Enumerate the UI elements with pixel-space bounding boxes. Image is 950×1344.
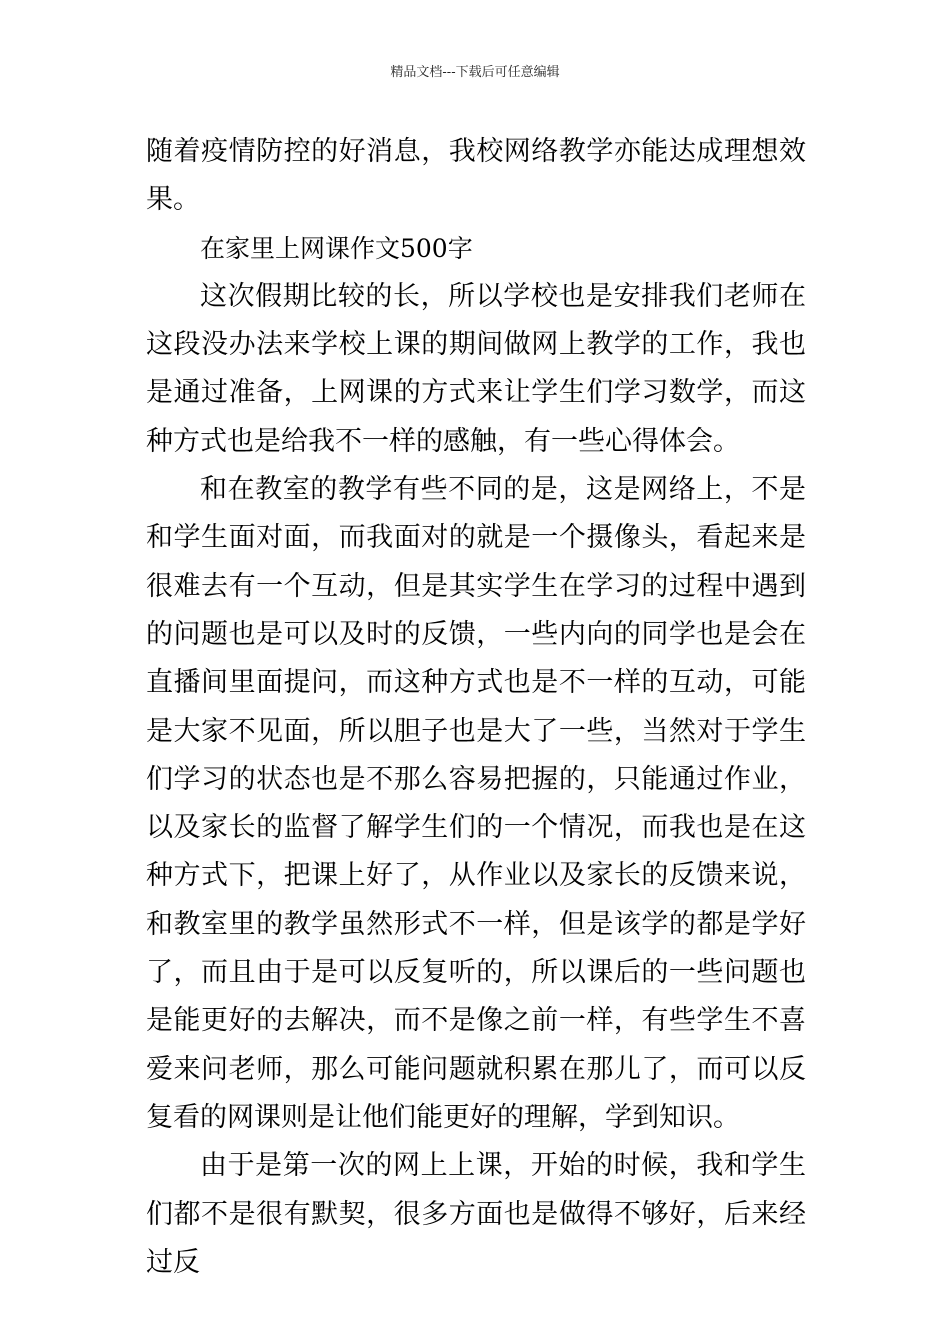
paragraph: 这次假期比较的长，所以学校也是安排我们老师在这段没办法来学校上课的期间做网上教学的工作，我也是通过准备，上网课的方式来让学生们学习数学，而这种方式也是给我不一样的感触，有一些心得体会。 xyxy=(146,280,806,457)
paragraph-continuation: 随着疫情防控的好消息，我校网络教学亦能达成理想效果。 xyxy=(146,136,806,216)
document-body xyxy=(146,128,806,1287)
paragraph: 和在教室的教学有些不同的是，这是网络上，不是和学生面对面，而我面对的就是一个摄像头，看起来是很难去有一个互动，但是其实学生在学习的过程中遇到的问题也是可以及时的反馈，一些内向的同学也是会在直播间里面提问，而这种方式也是不一样的互动，可能是大家不见面，所以胆子也是大了一些，当然对于学生们学习的状态也是不那么容易把握的，只能通过作业，以及家长的监督了解学生们的一个情况，而我也是在这种方式下，把课上好了，从作业以及家长的反馈来说，和教室里的教学虽然形式不一样，但是该学的都是学好了，而且由于是可以反复听的，所以课后的一些问题也是能更好的去解决，而不是像之前一样，有些学生不喜爱来问老师，那么可能问题就积累在那儿了，而可以反复看的网课则是让他们能更好的理解，学到知识。 xyxy=(146,474,806,1133)
article-title: 在家里上网课作文500字 xyxy=(200,233,473,263)
paragraph: 由于是第一次的网上上课，开始的时候，我和学生们都不是很有默契，很多方面也是做得不够好，后来经过反 xyxy=(146,1150,806,1278)
page-header: 精品文档---下载后可任意编辑 xyxy=(390,65,560,80)
